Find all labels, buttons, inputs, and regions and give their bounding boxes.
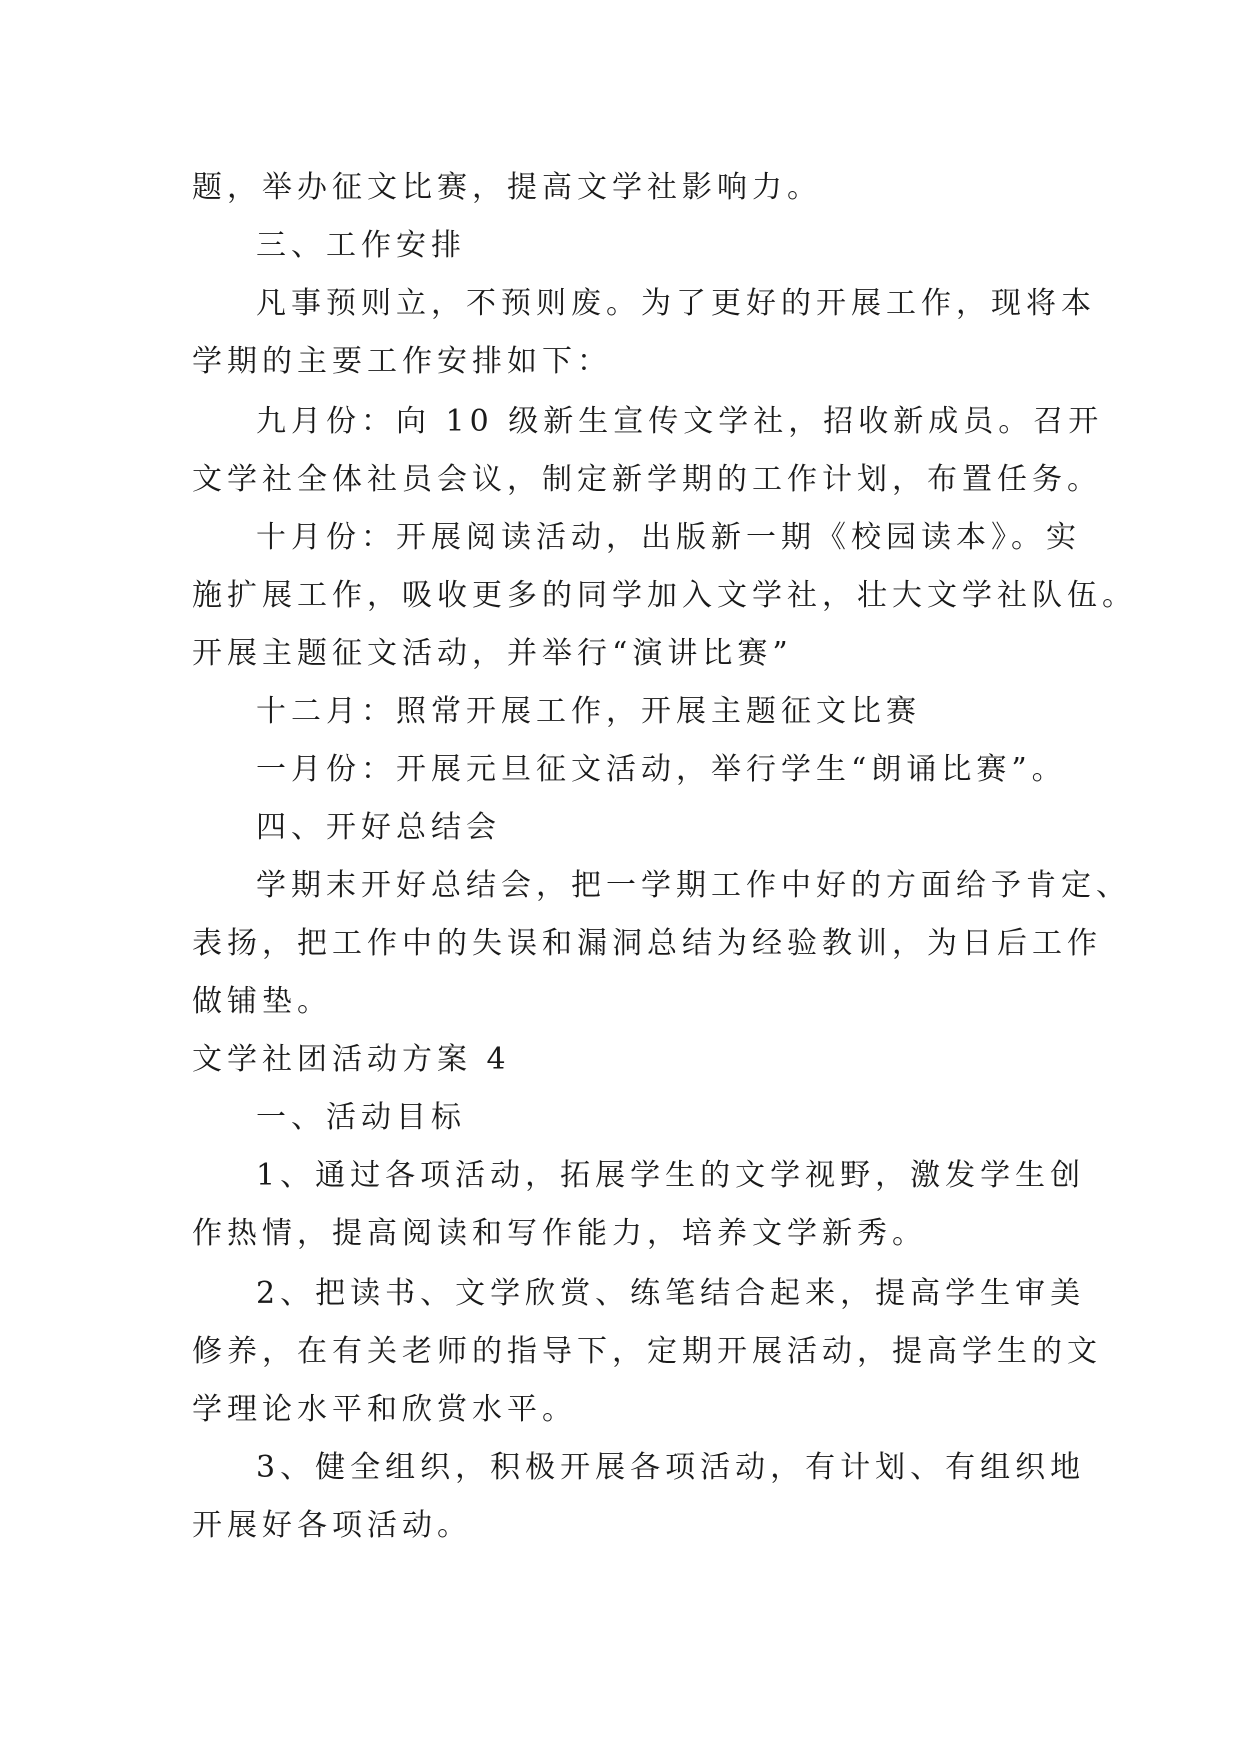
text-line: 学期的主要工作安排如下：	[192, 344, 612, 379]
text-line: 十二月：照常开展工作，开展主题征文比赛	[256, 694, 921, 729]
document-title: 文学社团活动方案 4	[192, 1042, 511, 1077]
text-line: 开展好各项活动。	[192, 1508, 472, 1543]
section-heading: 一、活动目标	[256, 1100, 466, 1135]
text-line: 做铺垫。	[192, 984, 332, 1019]
text-line: 十月份：开展阅读活动，出版新一期《校园读本》。实	[256, 520, 1081, 555]
text-line: 表扬，把工作中的失误和漏洞总结为经验教训，为日后工作	[192, 926, 1102, 961]
text-line: 修养，在有关老师的指导下，定期开展活动，提高学生的文	[192, 1334, 1102, 1369]
text-line: 开展主题征文活动，并举行“演讲比赛”	[192, 636, 793, 671]
text-line: 施扩展工作，吸收更多的同学加入文学社，壮大文学社队伍。	[192, 578, 1137, 613]
text-line: 作热情，提高阅读和写作能力，培养文学新秀。	[192, 1216, 927, 1251]
text-line: 一月份：开展元旦征文活动，举行学生“朗诵比赛”。	[256, 752, 1067, 787]
section-heading: 三、工作安排	[256, 228, 466, 263]
text-line: 3、健全组织，积极开展各项活动，有计划、有组织地	[256, 1450, 1086, 1485]
text-line: 学理论水平和欣赏水平。	[192, 1392, 577, 1427]
section-heading: 四、开好总结会	[256, 810, 501, 845]
text-line: 凡事预则立，不预则废。为了更好的开展工作，现将本	[256, 286, 1096, 321]
text-line: 九月份：向 10 级新生宣传文学社，招收新成员。召开	[256, 404, 1104, 439]
text-line: 学期末开好总结会，把一学期工作中好的方面给予肯定、	[256, 868, 1131, 903]
text-line: 1、通过各项活动，拓展学生的文学视野，激发学生创	[256, 1158, 1086, 1193]
text-line: 2、把读书、文学欣赏、练笔结合起来，提高学生审美	[256, 1276, 1086, 1311]
text-line: 文学社全体社员会议，制定新学期的工作计划，布置任务。	[192, 462, 1102, 497]
text-line: 题，举办征文比赛，提高文学社影响力。	[192, 170, 822, 205]
